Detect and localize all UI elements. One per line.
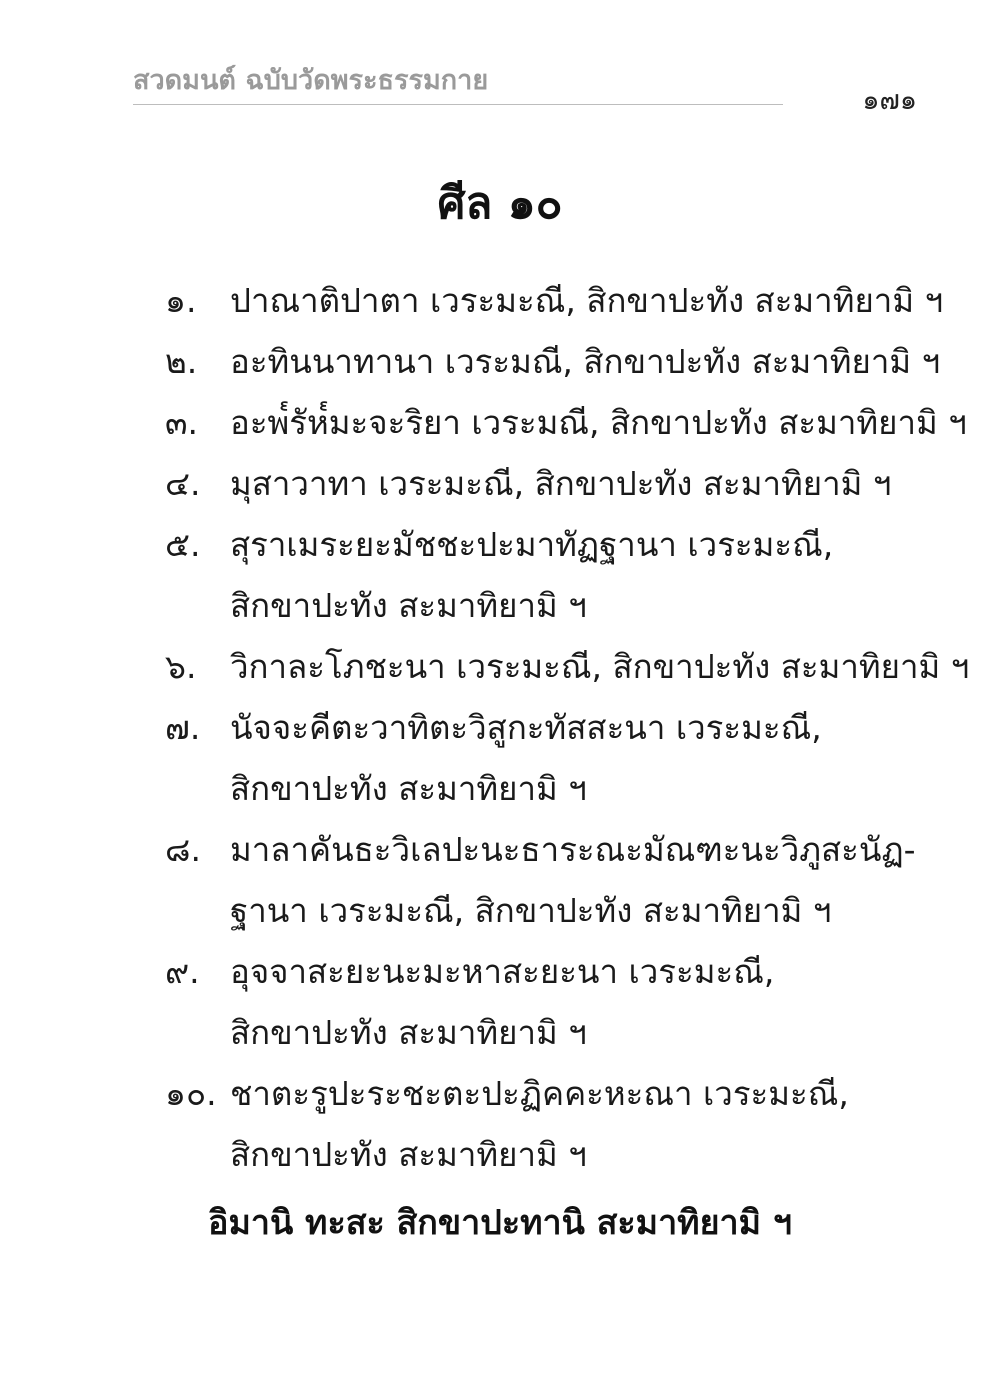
precept-text xyxy=(230,636,969,697)
precept-item xyxy=(165,819,925,941)
precept-number: ๗. xyxy=(165,708,201,747)
closing-verse: อิมานิ ทะสะ สิกขาปะทานิ สะมาทิยามิ ฯ xyxy=(208,1203,792,1243)
precept-line: สิกขาปะทัง สะมาทิยามิ ฯ xyxy=(230,769,587,808)
precept-number: ๓. xyxy=(165,403,199,442)
precept-item xyxy=(165,453,925,514)
precept-number: ๔. xyxy=(165,464,201,503)
precept-line: อะทินนาทานา เวระมณี, สิกขาปะทัง สะมาทิยามิ ฯ xyxy=(230,342,941,381)
header-divider xyxy=(133,104,783,105)
precept-text xyxy=(230,941,925,1063)
precept-text xyxy=(230,392,967,453)
precept-line: สุราเมระยะมัชชะปะมาทัฏฐานา เวระมะณี, xyxy=(230,525,834,564)
page-number: ๑๗๑ xyxy=(862,85,917,116)
precept-number: ๕. xyxy=(165,525,201,564)
precept-number: ๑. xyxy=(165,281,197,320)
precept-line: สิกขาปะทัง สะมาทิยามิ ฯ xyxy=(230,1135,587,1174)
precept-item xyxy=(165,941,925,1063)
precept-line: นัจจะคีตะวาทิตะวิสูกะทัสสะนา เวระมะณี, xyxy=(230,708,822,747)
precept-line: ฐานา เวระมะณี, สิกขาปะทัง สะมาทิยามิ ฯ xyxy=(230,891,832,930)
precept-text xyxy=(230,514,925,636)
precept-item xyxy=(165,1063,925,1185)
precept-item xyxy=(165,331,941,392)
precept-number: ๘. xyxy=(165,830,201,869)
precept-line: สิกขาปะทัง สะมาทิยามิ ฯ xyxy=(230,1013,587,1052)
precept-text xyxy=(230,270,943,331)
precept-item xyxy=(165,636,970,697)
precept-line: อุจจาสะยะนะมะหาสะยะนา เวระมะณี, xyxy=(230,952,775,991)
precept-item xyxy=(165,392,967,453)
precept-line: อะพ๎รัห๎มะจะริยา เวระมณี, สิกขาปะทัง สะมาทิยามิ ฯ xyxy=(230,403,967,442)
precept-line: มุสาวาทา เวระมะณี, สิกขาปะทัง สะมาทิยามิ ฯ xyxy=(230,464,892,503)
precept-text xyxy=(230,697,925,819)
precept-text xyxy=(230,331,940,392)
precept-item xyxy=(165,270,944,331)
precept-text xyxy=(230,453,925,514)
precept-line: สิกขาปะทัง สะมาทิยามิ ฯ xyxy=(230,586,587,625)
page-title: ศีล ๑๐ xyxy=(437,178,563,229)
precept-number: ๖. xyxy=(165,647,197,686)
precept-line: ปาณาติปาตา เวระมะณี, สิกขาปะทัง สะมาทิยามิ ฯ xyxy=(230,281,944,320)
precept-text xyxy=(230,819,925,941)
precept-number: ๑๐. xyxy=(165,1074,217,1113)
precept-list xyxy=(165,270,970,1185)
precept-text xyxy=(230,1063,925,1185)
precept-number: ๒. xyxy=(165,342,198,381)
precept-line: วิกาละโภชะนา เวระมะณี, สิกขาปะทัง สะมาทิยามิ ฯ xyxy=(230,647,970,686)
precept-line: มาลาคันธะวิเลปะนะธาระณะมัณฑะนะวิภูสะนัฏ- xyxy=(230,830,916,869)
precept-item xyxy=(165,514,925,636)
precept-item xyxy=(165,697,925,819)
precept-line: ชาตะรูปะระชะตะปะฏิคคะหะณา เวระมะณี, xyxy=(230,1074,849,1113)
running-head-title: สวดมนต์ ฉบับวัดพระธรรมกาย xyxy=(133,65,489,96)
precept-number: ๙. xyxy=(165,952,200,991)
